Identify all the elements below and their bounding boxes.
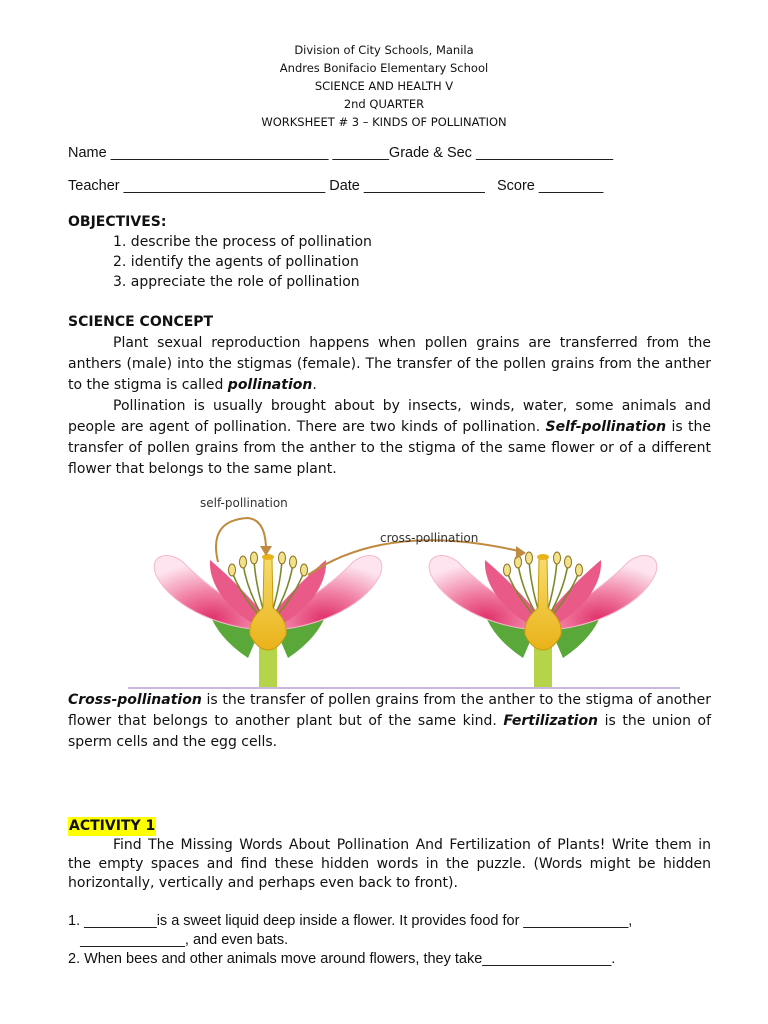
concept-p1-end: .	[312, 377, 317, 393]
question-1[interactable]: 1. _________is a sweet liquid deep inside a flower. It provides food for _____________,	[68, 913, 633, 929]
header-quarter: 2nd QUARTER	[343, 97, 425, 111]
name-grade-line[interactable]: Name ___________________________ _______Grade & Sec _________________	[68, 145, 614, 161]
concept-p1-text: Plant sexual reproduction happens when pollen grains are transferred from the anthers (male) into the stigmas (female). The transfer of the pollen grains from the anther to the stigma is called	[68, 335, 711, 393]
cross-text-2: is the union of sperm cells and the egg cells.	[68, 713, 712, 750]
cross-text-1: is the transfer of pollen grains from the anther to the stigma of another flower that belongs to another plant but of the same kind.	[68, 692, 711, 729]
term-cross-pollination: Cross-pollination	[68, 692, 202, 708]
teacher-date-score-line[interactable]: Teacher _________________________ Date _______________ Score ________	[68, 178, 604, 194]
concept-paragraph-1	[68, 333, 711, 396]
term-self-pollination: Self-pollination	[545, 419, 667, 435]
activity-section	[68, 817, 711, 969]
concept-p2-text: Pollination is usually brought about by insects, winds, water, some animals and people are agent of pollination. There are two kinds of pollination.	[68, 398, 711, 435]
pollination-diagram	[128, 480, 680, 690]
objectives-section	[68, 212, 711, 292]
header-division: Division of City Schools, Manila	[294, 43, 474, 57]
activity-title: ACTIVITY 1	[69, 818, 156, 834]
science-concept-title: SCIENCE CONCEPT	[68, 314, 214, 330]
cross-pollination-section	[68, 690, 711, 753]
objective-item: 1. describe the process of pollination	[113, 234, 372, 250]
cross-pollination-paragraph	[68, 690, 711, 753]
cross-pollination-label: cross-pollination	[380, 531, 479, 545]
objective-item: 3. appreciate the role of pollination	[113, 274, 360, 290]
term-fertilization: Fertilization	[503, 713, 599, 729]
self-pollination-label: self-pollination	[200, 496, 288, 510]
objectives-list	[68, 232, 711, 292]
term-pollination: pollination	[227, 377, 313, 393]
objectives-title: OBJECTIVES:	[68, 214, 167, 230]
header-school: Andres Bonifacio Elementary School	[279, 61, 489, 75]
question-1-continued[interactable]: _____________, and even bats.	[68, 932, 289, 948]
header-worksheet: WORKSHEET # 3 – KINDS OF POLLINATION	[261, 115, 507, 129]
concept-paragraph-2	[68, 396, 711, 480]
document-header	[0, 41, 768, 131]
activity-instructions: Find The Missing Words About Pollination And Fertilization of Plants! Write them in the empty spaces and find these hidden words in the puzzle. (Words might be hidden horizontally, vertically and perhaps even back to front).	[68, 837, 711, 891]
objective-item: 2. identify the agents of pollination	[113, 254, 359, 270]
header-subject: SCIENCE AND HEALTH V	[314, 79, 454, 93]
question-2[interactable]: 2. When bees and other animals move around flowers, they take________________.	[68, 951, 616, 967]
science-concept-section	[68, 312, 711, 480]
concept-p2-end: is the transfer of pollen grains from the anther to the stigma of the same flower or of a different flower that belongs to the same plant.	[68, 419, 711, 477]
